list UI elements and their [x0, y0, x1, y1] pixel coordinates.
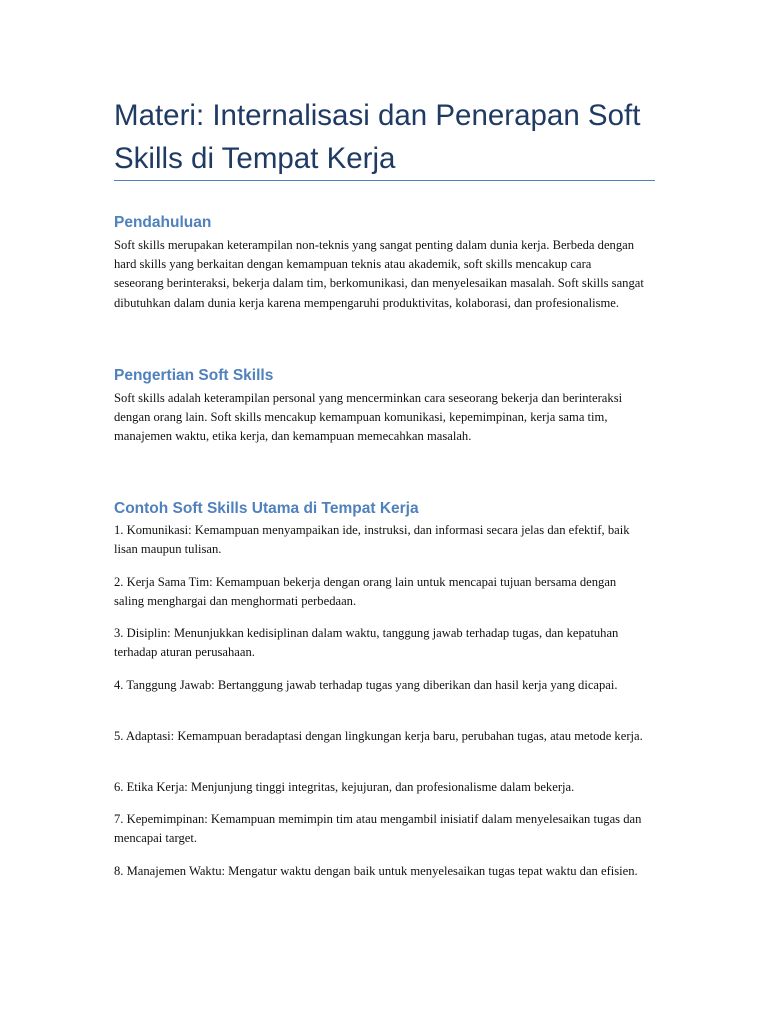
paragraph-pengertian: Soft skills adalah keterampilan personal yang mencerminkan cara seseorang bekerja dan berinteraksi dengan orang lain. Soft skills mencakup kemampuan komunikasi, kepemimpinan, kerja sama tim, manajemen waktu, etika kerja, dan kemampuan memecahkan masalah. [114, 391, 623, 444]
list-item-manajemen-waktu: 8. Manajemen Waktu: Mengatur waktu dengan baik untuk menyelesaikan tugas tepat waktu dan efisien. [114, 864, 638, 878]
section-heading-pendahuluan: Pendahuluan [114, 214, 212, 231]
title-underline [114, 180, 655, 181]
list-item-kepemimpinan: 7. Kepemimpinan: Kemampuan memimpin tim atau mengambil inisiatif dalam menyelesaikan tugas dan mencapai target. [114, 812, 642, 846]
section-heading-contoh: Contoh Soft Skills Utama di Tempat Kerja [114, 500, 419, 517]
section-heading-pengertian: Pengertian Soft Skills [114, 367, 274, 384]
list-item-etika-kerja: 6. Etika Kerja: Menjunjung tinggi integritas, kejujuran, dan profesionalisme dalam bekerja. [114, 780, 575, 794]
list-item-disiplin: 3. Disiplin: Menunjukkan kedisiplinan dalam waktu, tanggung jawab terhadap tugas, dan kepatuhan terhadap aturan perusahaan. [114, 626, 619, 660]
list-item-kerja-sama-tim: 2. Kerja Sama Tim: Kemampuan bekerja dengan orang lain untuk mencapai tujuan bersama dengan saling menghargai dan menghormati perbedaan. [114, 575, 617, 609]
document-title: Materi: Internalisasi dan Penerapan Soft Skills di Tempat Kerja [114, 99, 641, 175]
list-item-tanggung-jawab: 4. Tanggung Jawab: Bertanggung jawab terhadap tugas yang diberikan dan hasil kerja yang dicapai. [114, 678, 618, 692]
paragraph-pendahuluan: Soft skills merupakan keterampilan non-teknis yang sangat penting dalam dunia kerja. Berbeda dengan hard skills yang berkaitan dengan kemampuan teknis atau akademik, soft skills mencakup cara seseorang berinteraksi, bekerja dalam tim, berkomunikasi, dan menyelesaikan masalah. Soft skills sangat dibutuhkan dalam dunia kerja karena mempengaruhi produktivitas, kolaborasi, dan profesionalisme. [114, 238, 644, 310]
list-item-adaptasi: 5. Adaptasi: Kemampuan beradaptasi dengan lingkungan kerja baru, perubahan tugas, atau metode kerja. [114, 729, 643, 743]
list-item-komunikasi: 1. Komunikasi: Kemampuan menyampaikan ide, instruksi, dan informasi secara jelas dan efektif, baik lisan maupun tulisan. [114, 523, 630, 557]
